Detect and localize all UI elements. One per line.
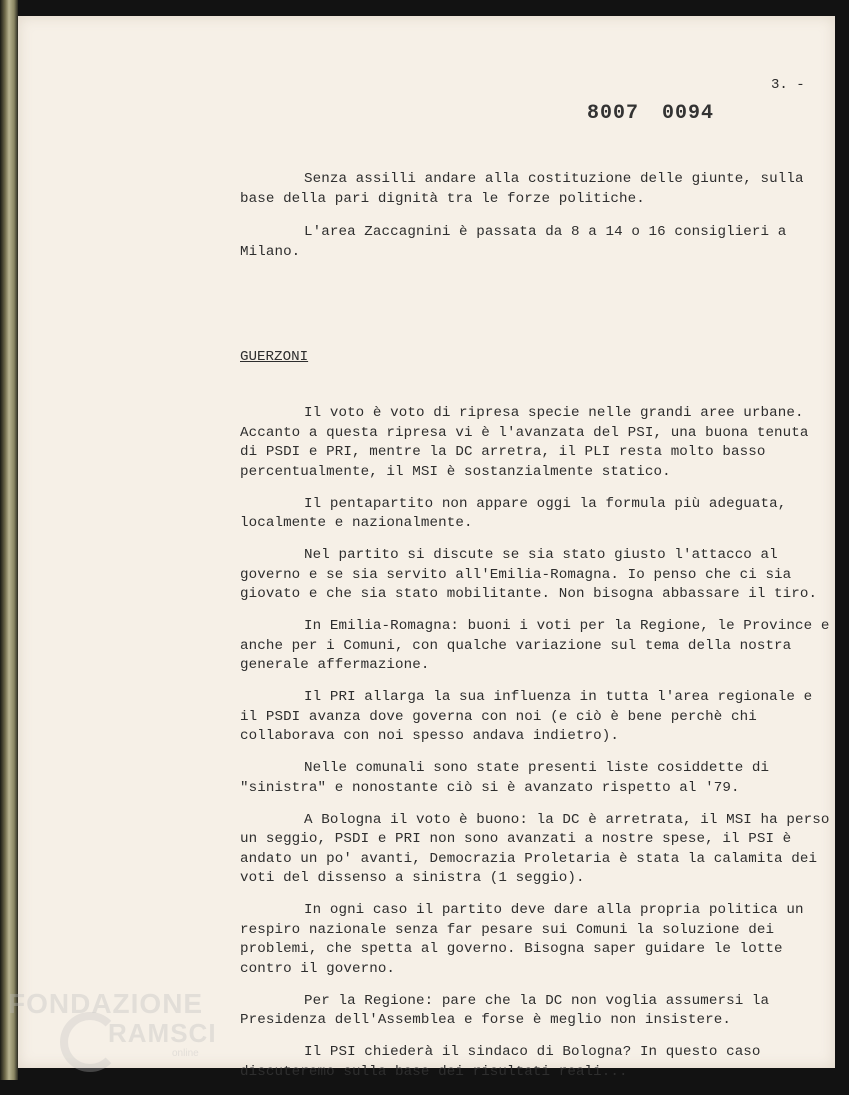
paragraph: Nelle comunali sono state presenti liste cosiddette di "sinistra" e nonostante ciò si è avanzato rispetto al '79. — [240, 760, 770, 796]
fondazione-gramsci-watermark — [8, 988, 218, 1068]
paragraph: In Emilia-Romagna: buoni i voti per la Regione, le Province e anche per i Comuni, con qualche variazione sul tema della nostra generale affermazione. — [240, 618, 830, 673]
document-page — [18, 16, 835, 1080]
paragraph: Il PRI allarga la sua influenza in tutta l'area regionale e il PSDI avanza dove governa con noi (e ciò è bene perchè chi collaborava con noi spesso andava indietro). — [240, 689, 813, 744]
paragraph: L'area Zaccagnini è passata da 8 a 14 o 16 consiglieri a Milano. — [240, 224, 787, 260]
paragraph: Il pentapartito non appare oggi la formula più adeguata, localmente e nazionalmente. — [240, 495, 787, 531]
intro-text — [240, 170, 830, 276]
watermark-line: FONDAZIONE — [8, 988, 204, 1019]
section-heading: GUERZONI — [240, 349, 309, 365]
watermark-line: online — [172, 1048, 199, 1059]
paragraph: Il PSI chiederà il sindaco di Bologna? In questo caso discuteremo sulla base dei risultati reali... — [240, 1044, 761, 1080]
document-code-stamp: 8007 0094 — [587, 102, 715, 125]
page-number: 3. - — [771, 77, 805, 93]
paragraph: Nel partito si discute se sia stato giusto l'attacco al governo e se sia servito all'Emilia-Romagna. Io penso che ci sia giovato e che sia stato mobilitante. Non bisogna abbassare il tiro. — [240, 547, 818, 602]
paragraph: In ogni caso il partito deve dare alla propria politica un respiro nazionale senza far pesare sui Comuni la soluzione dei problemi, che spetta al governo. Bisogna saper guidare le lotte contro il governo. — [240, 902, 804, 977]
watermark-line: RAMSCI — [108, 1018, 217, 1048]
paragraph: Il voto è voto di ripresa specie nelle grandi aree urbane. Accanto a questa ripresa vi è l'avanzata del PSI, una buona tenuta di PSDI e PRI, mentre la DC arretra, il PLI resta molto basso percentualmente, il MSI è sostanzialmente statico. — [240, 405, 809, 480]
section-text — [240, 404, 830, 1095]
paragraph: Senza assilli andare alla costituzione delle giunte, sulla base della pari dignità tra le forze politiche. — [240, 171, 804, 207]
paragraph: Per la Regione: pare che la DC non voglia assumersi la Presidenza dell'Assemblea e forse è meglio non insistere. — [240, 992, 770, 1028]
book-binding-edge — [0, 0, 18, 1080]
paragraph: A Bologna il voto è buono: la DC è arretrata, il MSI ha perso un seggio, PSDI e PRI non sono avanzati a nostre spese, il PSI è andato un po' avanti, Democrazia Proletaria è stata la calamita dei voti del dissenso a sinistra (1 seggio). — [240, 811, 830, 886]
